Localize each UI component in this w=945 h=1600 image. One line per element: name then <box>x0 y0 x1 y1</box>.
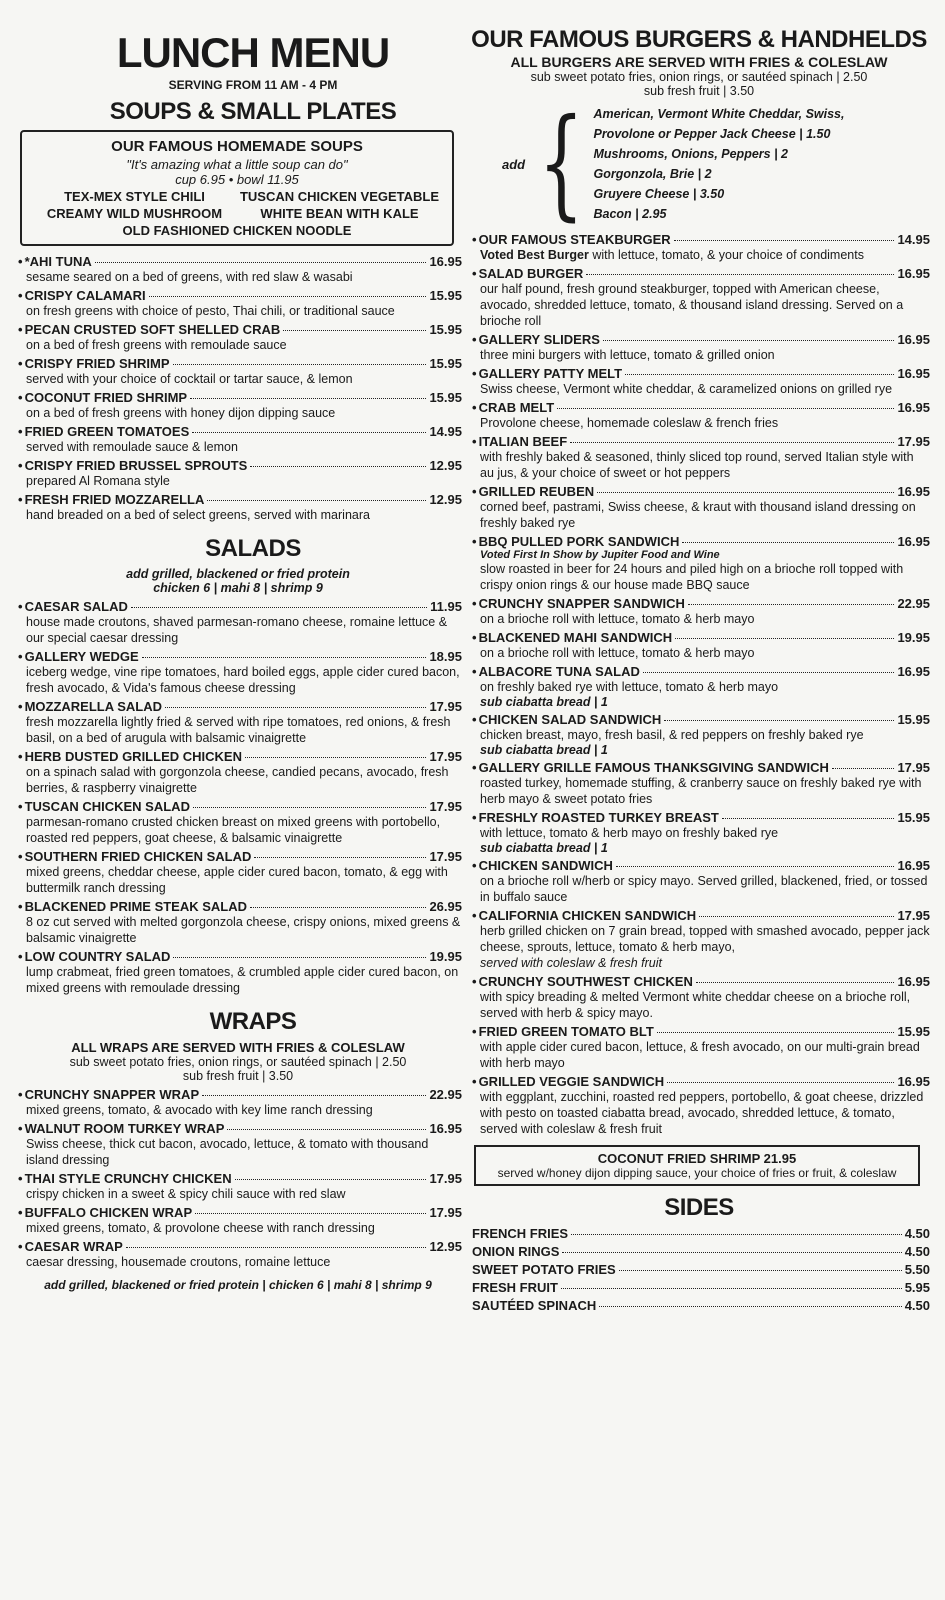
item-name: • CHICKEN SALAD SANDWICH <box>472 712 661 727</box>
item-desc: with freshly baked & seasoned, thinly sliced top round, served Italian style with au jus, & your choice of sweet or hot peppers <box>480 450 914 480</box>
menu-item <box>468 332 930 363</box>
item-name: • GALLERY SLIDERS <box>472 332 600 347</box>
item-desc: Swiss cheese, Vermont white cheddar, & caramelized onions on grilled rye <box>480 382 893 396</box>
item-price: 17.95 <box>897 434 930 449</box>
item-price: 17.95 <box>897 908 930 923</box>
item-name: • THAI STYLE CRUNCHY CHICKEN <box>18 1171 232 1186</box>
item-desc: mixed greens, tomato, & provolone cheese with ranch dressing <box>26 1221 375 1235</box>
item-price: 15.95 <box>897 810 930 825</box>
menu-item <box>14 492 462 523</box>
item-desc: herb grilled chicken on 7 grain bread, topped with smashed avocado, pepper jack cheese, sprouts, lettuce, tomato & herb mayo, <box>480 924 930 954</box>
menu-item <box>468 908 930 971</box>
item-name: • FRESHLY ROASTED TURKEY BREAST <box>472 810 719 825</box>
item-desc: mixed greens, tomato, & avocado with key lime ranch dressing <box>26 1103 373 1117</box>
item-price: 18.95 <box>429 649 462 664</box>
item-name: • CHICKEN SANDWICH <box>472 858 613 873</box>
item-name: • CRISPY FRIED SHRIMP <box>18 356 170 371</box>
item-price: 16.95 <box>897 332 930 347</box>
item-price: 19.95 <box>429 949 462 964</box>
item-name: • CRUNCHY SNAPPER WRAP <box>18 1087 199 1102</box>
menu-item <box>468 484 930 531</box>
salads-protein-prices: chicken 6 | mahi 8 | shrimp 9 <box>153 581 323 595</box>
item-price: 11.95 <box>430 599 462 614</box>
item-desc: corned beef, pastrami, Swiss cheese, & kraut with thousand island dressing on freshly baked rye <box>480 500 916 530</box>
menu-item <box>14 390 462 421</box>
addons-list <box>593 104 844 224</box>
item-price: 5.95 <box>904 1280 930 1295</box>
item-price: 17.95 <box>429 699 462 714</box>
side-item <box>468 1298 930 1313</box>
menu-item <box>468 858 930 905</box>
menu-item <box>14 424 462 455</box>
coconut-shrimp-title: COCONUT FRIED SHRIMP 21.95 <box>597 1151 797 1166</box>
burgers-fruit-note: sub fresh fruit | 3.50 <box>643 84 755 98</box>
menu-item <box>468 366 930 397</box>
salads-heading: SALADS <box>205 535 301 562</box>
menu-item <box>468 434 930 481</box>
menu-item <box>14 1205 462 1236</box>
menu-item <box>14 1239 462 1270</box>
item-desc: Provolone cheese, homemade coleslaw & french fries <box>480 416 779 430</box>
burgers-served-note: ALL BURGERS ARE SERVED WITH FRIES & COLESLAW <box>510 54 888 70</box>
menu-item <box>14 699 462 746</box>
item-name: • TUSCAN CHICKEN SALAD <box>18 799 190 814</box>
soup-list <box>32 189 442 221</box>
item-name: • CALIFORNIA CHICKEN SANDWICH <box>472 908 696 923</box>
item-desc: on fresh greens with choice of pesto, Thai chili, or traditional sauce <box>26 304 395 318</box>
item-desc-text: with lettuce, tomato, & your choice of condiments <box>592 248 864 262</box>
item-price: 22.95 <box>429 1087 462 1102</box>
burger-addons <box>502 94 930 233</box>
menu-item <box>14 1171 462 1202</box>
item-price: 19.95 <box>897 630 930 645</box>
item-desc: served with remoulade sauce & lemon <box>26 440 238 454</box>
item-name: • CRISPY CALAMARI <box>18 288 146 303</box>
item-desc: with eggplant, zucchini, roasted red peppers, portobello, & goat cheese, drizzled with pesto on toasted ciabatta bread, avocado, shredded lettuce, & tomato, served with coleslaw & fresh fruit <box>480 1090 924 1136</box>
item-price: 16.95 <box>897 484 930 499</box>
item-name: SAUTÉED SPINACH <box>472 1298 597 1313</box>
item-desc: our half pound, fresh ground steakburger, topped with American cheese, avocado, shredded lettuce, tomato, & thousand island dressing. Served on a brioche roll <box>480 282 904 328</box>
item-price: 15.95 <box>429 390 462 405</box>
item-desc: on a bed of fresh greens with honey dijon dipping sauce <box>26 406 336 420</box>
sides-list <box>468 1226 930 1313</box>
item-desc: slow roasted in beer for 24 hours and piled high on a brioche roll topped with crispy onion rings & our house made BBQ sauce <box>480 562 904 592</box>
item-desc: on a spinach salad with gorgonzola cheese, candied pecans, avocado, fresh berries, & raspberry vinaigrette <box>26 765 449 795</box>
wraps-served-note: ALL WRAPS ARE SERVED WITH FRIES & COLESLAW <box>71 1040 405 1055</box>
soup-prices: cup 6.95 • bowl 11.95 <box>175 172 299 187</box>
menu-item <box>468 266 930 329</box>
item-price: 15.95 <box>429 322 462 337</box>
menu-item <box>14 599 462 646</box>
item-desc: with spicy breading & melted Vermont white cheddar cheese on a brioche roll, served with herb & spicy mayo. <box>480 990 911 1020</box>
side-item <box>468 1262 930 1277</box>
salads-protein-note: add grilled, blackened or fried protein <box>126 567 350 581</box>
addon-item: American, Vermont White Cheddar, Swiss, <box>593 107 845 121</box>
menu-item <box>468 810 930 855</box>
serving-hours: SERVING FROM 11 AM - 4 PM <box>168 78 338 92</box>
right-column <box>468 0 930 1316</box>
menu-item <box>14 949 462 996</box>
item-sub: served with coleslaw & fresh fruit <box>480 956 663 970</box>
item-name: • SOUTHERN FRIED CHICKEN SALAD <box>18 849 251 864</box>
item-desc: with lettuce, tomato & herb mayo on freshly baked rye <box>480 826 779 840</box>
item-price: 12.95 <box>429 492 462 507</box>
addon-item: Gorgonzola, Brie | 2 <box>593 167 712 181</box>
small-plates-list <box>14 254 462 523</box>
menu-item <box>468 1074 930 1137</box>
soup-item: WHITE BEAN WITH KALE <box>260 206 419 221</box>
item-desc: prepared Al Romana style <box>26 474 170 488</box>
item-name: • BLACKENED PRIME STEAK SALAD <box>18 899 247 914</box>
side-item <box>468 1226 930 1241</box>
item-name: • FRESH FRIED MOZZARELLA <box>18 492 204 507</box>
item-name: • COCONUT FRIED SHRIMP <box>18 390 187 405</box>
menu-item <box>14 322 462 353</box>
menu-item <box>468 760 930 807</box>
item-name: • CRUNCHY SOUTHWEST CHICKEN <box>472 974 693 989</box>
item-price: 16.95 <box>429 254 462 269</box>
item-name: • GRILLED REUBEN <box>472 484 594 499</box>
item-name: • CRUNCHY SNAPPER SANDWICH <box>472 596 685 611</box>
soup-box-title: OUR FAMOUS HOMEMADE SOUPS <box>111 138 363 155</box>
menu-item <box>14 458 462 489</box>
item-price: 16.95 <box>897 400 930 415</box>
item-price: 16.95 <box>897 974 930 989</box>
menu-item <box>468 1024 930 1071</box>
item-name: • GRILLED VEGGIE SANDWICH <box>472 1074 664 1089</box>
menu-item <box>468 664 930 709</box>
menu-item <box>468 974 930 1021</box>
item-price: 16.95 <box>429 1121 462 1136</box>
item-name: • FRIED GREEN TOMATO BLT <box>472 1024 654 1039</box>
burgers-heading: OUR FAMOUS BURGERS & HANDHELDS <box>471 26 927 53</box>
item-name: • FRIED GREEN TOMATOES <box>18 424 189 439</box>
left-column <box>14 0 462 1292</box>
item-desc: lump crabmeat, fried green tomatoes, & crumbled apple cider cured bacon, on mixed greens with remoulade dressing <box>26 965 459 995</box>
item-desc: on a brioche roll with lettuce, tomato & herb mayo <box>480 612 755 626</box>
soups-heading: SOUPS & SMALL PLATES <box>109 98 397 125</box>
item-desc: fresh mozzarella lightly fried & served with ripe tomatoes, red onions, & fresh basil, on a bed of arugula with balsamic vinaigrette <box>26 715 451 745</box>
item-sub: sub ciabatta bread | 1 <box>480 695 608 709</box>
menu-item <box>14 849 462 896</box>
item-name: • SALAD BURGER <box>472 266 583 281</box>
item-desc: mixed greens, cheddar cheese, apple cider cured bacon, tomato, & egg with buttermilk ranch dressing <box>26 865 448 895</box>
soup-quote: "It's amazing what a little soup can do" <box>126 157 348 172</box>
wraps-sub-note: sub sweet potato fries, onion rings, or sautéed spinach | 2.50 <box>69 1055 407 1069</box>
item-name: • BLACKENED MAHI SANDWICH <box>472 630 672 645</box>
item-price: 16.95 <box>897 266 930 281</box>
item-name: • GALLERY WEDGE <box>18 649 139 664</box>
item-price: 16.95 <box>897 858 930 873</box>
item-desc: three mini burgers with lettuce, tomato & grilled onion <box>480 348 775 362</box>
item-name: FRESH FRUIT <box>472 1280 558 1295</box>
item-desc: on a brioche roll w/herb or spicy mayo. Served grilled, blackened, fried, or tossed in buffalo sauce <box>480 874 928 904</box>
wraps-fruit-note: sub fresh fruit | 3.50 <box>182 1069 294 1083</box>
item-desc: served with your choice of cocktail or tartar sauce, & lemon <box>26 372 353 386</box>
side-item <box>468 1244 930 1259</box>
menu-item <box>468 630 930 661</box>
menu-item <box>468 400 930 431</box>
item-name: • CRAB MELT <box>472 400 554 415</box>
item-desc: parmesan-romano crusted chicken breast on mixed greens with portobello, roasted red peppers, goat cheese, & balsamic vinaigrette <box>26 815 441 845</box>
item-desc: house made croutons, shaved parmesan-romano cheese, romaine lettuce & our special caesar dressing <box>26 615 448 645</box>
item-name: • ALBACORE TUNA SALAD <box>472 664 640 679</box>
salads-list <box>14 599 462 996</box>
item-award: Voted Best Burger <box>480 248 589 262</box>
item-price: 16.95 <box>897 1074 930 1089</box>
menu-item <box>14 288 462 319</box>
menu-item <box>14 649 462 696</box>
coconut-shrimp-box <box>474 1145 920 1186</box>
item-price: 12.95 <box>429 1239 462 1254</box>
item-name: • PECAN CRUSTED SOFT SHELLED CRAB <box>18 322 280 337</box>
soup-box <box>20 130 454 246</box>
soup-item: OLD FASHIONED CHICKEN NOODLE <box>122 223 352 238</box>
item-desc: Swiss cheese, thick cut bacon, avocado, lettuce, & tomato with thousand island dressing <box>26 1137 429 1167</box>
menu-item <box>468 534 930 593</box>
item-price: 16.95 <box>897 534 930 549</box>
item-desc: hand breaded on a bed of select greens, served with marinara <box>26 508 370 522</box>
burgers-sub-note: sub sweet potato fries, onion rings, or sautéed spinach | 2.50 <box>530 70 868 84</box>
item-name: SWEET POTATO FRIES <box>472 1262 616 1277</box>
soup-item: TEX-MEX STYLE CHILI <box>64 189 205 204</box>
item-desc: sesame seared on a bed of greens, with red slaw & wasabi <box>26 270 353 284</box>
item-price: 15.95 <box>897 1024 930 1039</box>
item-price: 17.95 <box>429 1171 462 1186</box>
menu-title: LUNCH MENU <box>116 29 390 76</box>
item-price: 26.95 <box>429 899 462 914</box>
menu-item <box>14 899 462 946</box>
menu-item <box>14 254 462 285</box>
item-desc: on a brioche roll with lettuce, tomato & herb mayo <box>480 646 755 660</box>
item-price: 17.95 <box>897 760 930 775</box>
item-price: 15.95 <box>897 712 930 727</box>
item-price: 15.95 <box>429 356 462 371</box>
item-desc: chicken breast, mayo, fresh basil, & red peppers on freshly baked rye <box>480 728 864 742</box>
item-price: 4.50 <box>904 1226 930 1241</box>
item-price: 16.95 <box>897 664 930 679</box>
item-name: • BBQ PULLED PORK SANDWICH <box>472 534 679 549</box>
item-name: • OUR FAMOUS STEAKBURGER <box>472 232 671 247</box>
item-sub: sub ciabatta bread | 1 <box>480 743 608 757</box>
item-price: 17.95 <box>429 749 462 764</box>
item-desc <box>472 247 930 263</box>
item-desc: with apple cider cured bacon, lettuce, & fresh avocado, on our multi-grain bread with herb mayo <box>480 1040 920 1070</box>
soup-item: CREAMY WILD MUSHROOM <box>46 206 223 221</box>
menu-item <box>468 596 930 627</box>
menu-item <box>468 232 930 263</box>
menu-item <box>468 712 930 757</box>
item-award: Voted First In Show by Jupiter Food and Wine <box>480 549 720 561</box>
soup-item: TUSCAN CHICKEN VEGETABLE <box>239 189 440 204</box>
item-price: 4.50 <box>904 1244 930 1259</box>
wraps-heading: WRAPS <box>209 1008 297 1035</box>
item-price: 17.95 <box>429 849 462 864</box>
item-name: • WALNUT ROOM TURKEY WRAP <box>18 1121 224 1136</box>
addon-item: Bacon | 2.95 <box>593 207 667 221</box>
burgers-list <box>468 232 930 1137</box>
menu-item <box>14 1087 462 1118</box>
item-desc: caesar dressing, housemade croutons, romaine lettuce <box>26 1255 331 1269</box>
brace-icon: { <box>538 94 585 233</box>
item-desc: crispy chicken in a sweet & spicy chili sauce with red slaw <box>26 1187 346 1201</box>
item-price: 4.50 <box>904 1298 930 1313</box>
wraps-protein-note: add grilled, blackened or fried protein | chicken 6 | mahi 8 | shrimp 9 <box>44 1278 432 1292</box>
sides-heading: SIDES <box>664 1194 734 1221</box>
menu-item <box>14 356 462 387</box>
item-name: • ITALIAN BEEF <box>472 434 567 449</box>
item-price: 14.95 <box>429 424 462 439</box>
item-name: ONION RINGS <box>472 1244 560 1259</box>
item-name: • MOZZARELLA SALAD <box>18 699 162 714</box>
item-name: • BUFFALO CHICKEN WRAP <box>18 1205 192 1220</box>
item-desc: on freshly baked rye with lettuce, tomato & herb mayo <box>480 680 779 694</box>
item-name: • CAESAR SALAD <box>18 599 128 614</box>
menu-item <box>14 749 462 796</box>
item-desc: on a bed of fresh greens with remoulade sauce <box>26 338 287 352</box>
item-sub: sub ciabatta bread | 1 <box>480 841 608 855</box>
item-name: • GALLERY PATTY MELT <box>472 366 622 381</box>
item-price: 17.95 <box>429 1205 462 1220</box>
item-name: • CAESAR WRAP <box>18 1239 123 1254</box>
item-name: FRENCH FRIES <box>472 1226 569 1241</box>
menu-item <box>14 1121 462 1168</box>
coconut-shrimp-desc: served w/honey dijon dipping sauce, your choice of fries or fruit, & coleslaw <box>497 1166 897 1180</box>
item-price: 17.95 <box>429 799 462 814</box>
item-name: • HERB DUSTED GRILLED CHICKEN <box>18 749 242 764</box>
addon-item: Mushrooms, Onions, Peppers | 2 <box>593 147 788 161</box>
item-price: 15.95 <box>429 288 462 303</box>
item-price: 14.95 <box>897 232 930 247</box>
item-name: • CRISPY FRIED BRUSSEL SPROUTS <box>18 458 247 473</box>
item-desc: roasted turkey, homemade stuffing, & cranberry sauce on freshly baked rye with herb mayo & sweet potato fries <box>480 776 922 806</box>
menu-item <box>14 799 462 846</box>
addon-item: Provolone or Pepper Jack Cheese | 1.50 <box>593 127 831 141</box>
wraps-list <box>14 1087 462 1270</box>
item-price: 22.95 <box>897 596 930 611</box>
item-price: 12.95 <box>429 458 462 473</box>
addon-item: Gruyere Cheese | 3.50 <box>593 187 725 201</box>
item-desc: 8 oz cut served with melted gorgonzola cheese, crispy onions, mixed greens & balsamic vinaigrette <box>26 915 461 945</box>
item-name: • LOW COUNTRY SALAD <box>18 949 170 964</box>
item-price: 16.95 <box>897 366 930 381</box>
addons-label: add <box>502 156 526 172</box>
item-name: • GALLERY GRILLE FAMOUS THANKSGIVING SANDWICH <box>472 760 829 775</box>
side-item <box>468 1280 930 1295</box>
item-desc: iceberg wedge, vine ripe tomatoes, hard boiled eggs, apple cider cured bacon, fresh avocado, & Vida's famous cheese dressing <box>26 665 460 695</box>
item-name: • *AHI TUNA <box>18 254 92 269</box>
item-price: 5.50 <box>904 1262 930 1277</box>
